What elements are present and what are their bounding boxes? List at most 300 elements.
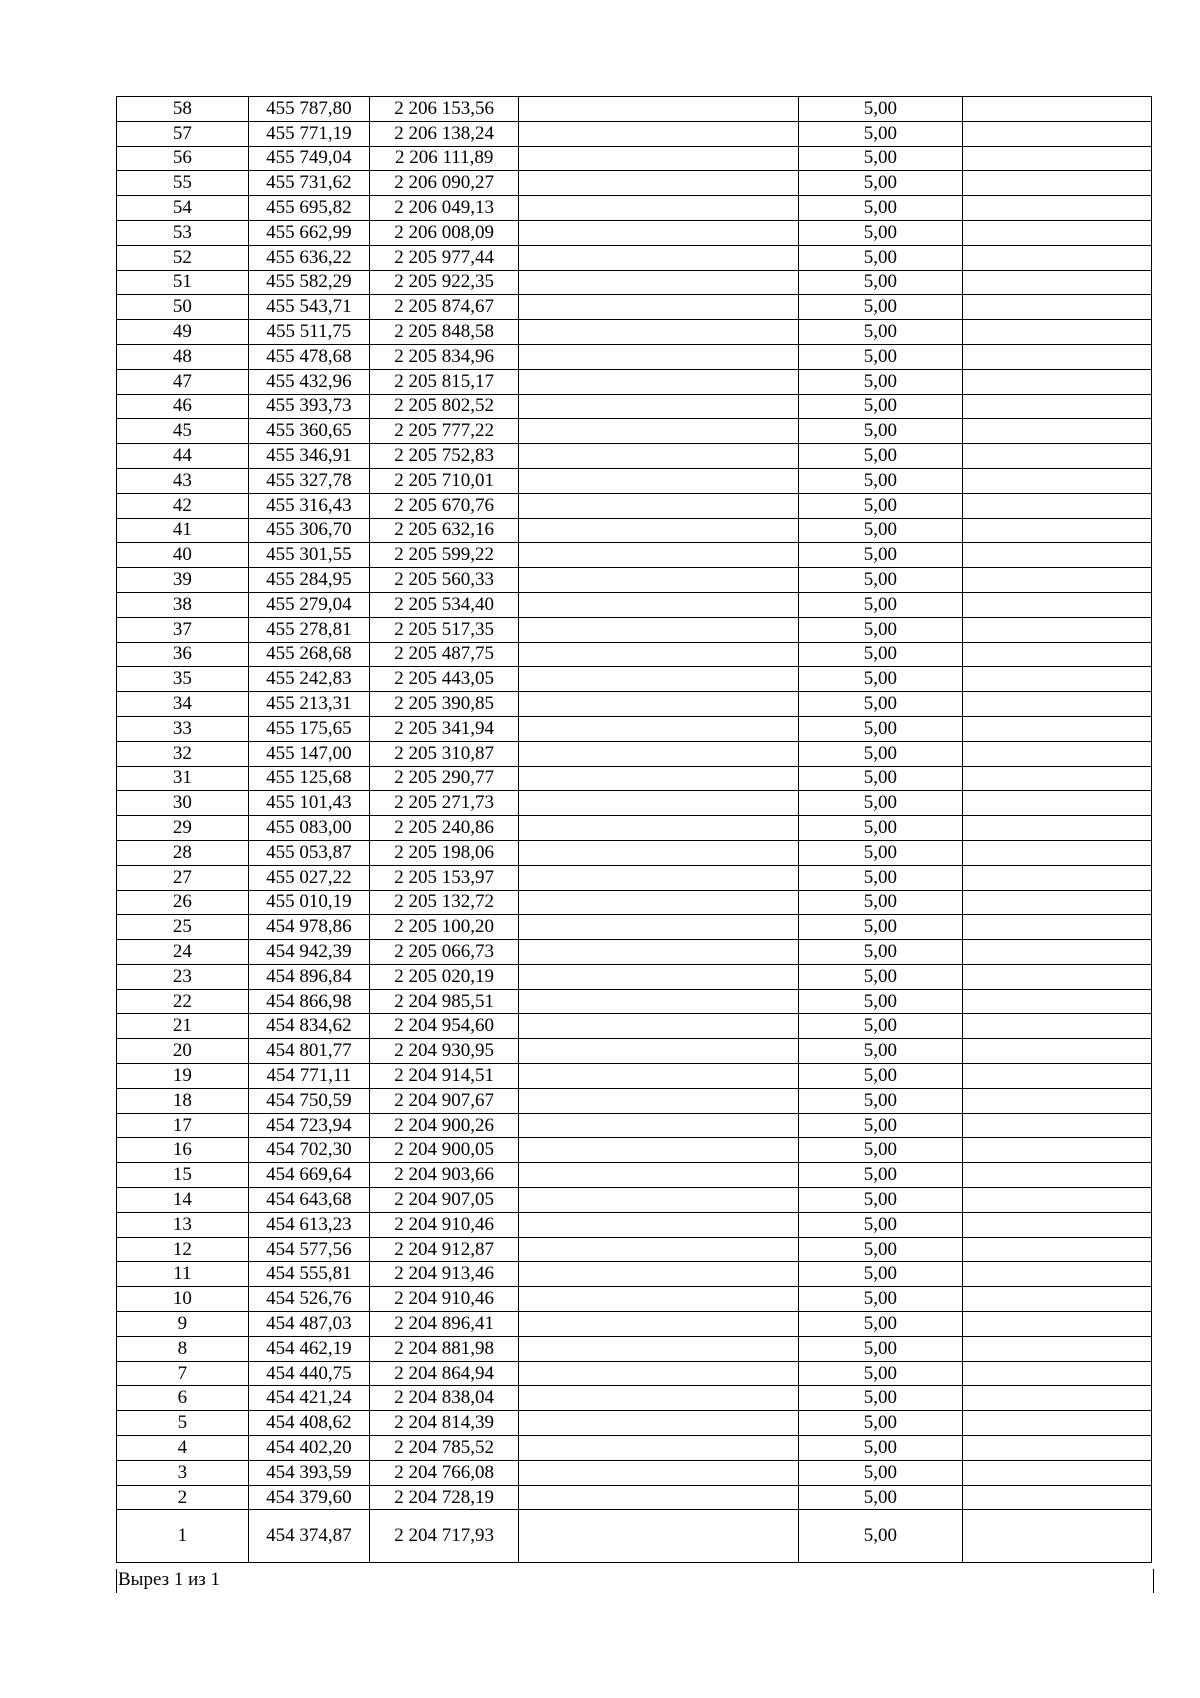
y-coordinate-cell: 2 204 903,66	[370, 1163, 519, 1188]
point-number-cell: 13	[117, 1212, 249, 1237]
table-row	[117, 568, 1152, 593]
empty-cell	[519, 344, 799, 369]
empty-cell	[962, 592, 1151, 617]
empty-cell	[962, 468, 1151, 493]
empty-cell	[519, 617, 799, 642]
value-cell: 5,00	[799, 270, 963, 295]
value-cell: 5,00	[799, 1163, 963, 1188]
x-coordinate-cell: 454 613,23	[248, 1212, 369, 1237]
empty-cell	[519, 171, 799, 196]
y-coordinate-cell: 2 206 049,13	[370, 196, 519, 221]
x-coordinate-cell: 454 702,30	[248, 1138, 369, 1163]
empty-cell	[962, 121, 1151, 146]
point-number-cell: 47	[117, 369, 249, 394]
table-row	[117, 171, 1152, 196]
y-coordinate-cell: 2 204 914,51	[370, 1064, 519, 1089]
table-row	[117, 1262, 1152, 1287]
empty-cell	[962, 840, 1151, 865]
point-number-cell: 39	[117, 568, 249, 593]
empty-cell	[519, 1312, 799, 1337]
value-cell: 5,00	[799, 1088, 963, 1113]
x-coordinate-cell: 454 526,76	[248, 1287, 369, 1312]
point-number-cell: 57	[117, 121, 249, 146]
empty-cell	[519, 667, 799, 692]
coordinate-table-body	[117, 97, 1152, 1563]
table-row	[117, 667, 1152, 692]
table-row	[117, 741, 1152, 766]
point-number-cell: 21	[117, 1014, 249, 1039]
table-row	[117, 468, 1152, 493]
empty-cell	[519, 716, 799, 741]
empty-cell	[519, 1088, 799, 1113]
empty-cell	[962, 667, 1151, 692]
x-coordinate-cell: 454 723,94	[248, 1113, 369, 1138]
table-row	[117, 1485, 1152, 1510]
empty-cell	[519, 444, 799, 469]
empty-cell	[519, 840, 799, 865]
x-coordinate-cell: 454 374,87	[248, 1510, 369, 1563]
y-coordinate-cell: 2 205 599,22	[370, 543, 519, 568]
table-row	[117, 1088, 1152, 1113]
empty-cell	[519, 592, 799, 617]
point-number-cell: 4	[117, 1436, 249, 1461]
empty-cell	[962, 1088, 1151, 1113]
x-coordinate-cell: 454 408,62	[248, 1411, 369, 1436]
value-cell: 5,00	[799, 444, 963, 469]
y-coordinate-cell: 2 204 900,26	[370, 1113, 519, 1138]
x-coordinate-cell: 454 978,86	[248, 915, 369, 940]
point-number-cell: 6	[117, 1386, 249, 1411]
y-coordinate-cell: 2 204 910,46	[370, 1212, 519, 1237]
point-number-cell: 31	[117, 766, 249, 791]
table-row	[117, 964, 1152, 989]
y-coordinate-cell: 2 204 881,98	[370, 1336, 519, 1361]
value-cell: 5,00	[799, 468, 963, 493]
y-coordinate-cell: 2 204 907,05	[370, 1188, 519, 1213]
table-row	[117, 369, 1152, 394]
value-cell: 5,00	[799, 1312, 963, 1337]
value-cell: 5,00	[799, 568, 963, 593]
empty-cell	[962, 196, 1151, 221]
value-cell: 5,00	[799, 692, 963, 717]
value-cell: 5,00	[799, 1064, 963, 1089]
value-cell: 5,00	[799, 1237, 963, 1262]
point-number-cell: 29	[117, 816, 249, 841]
empty-cell	[519, 1113, 799, 1138]
y-coordinate-cell: 2 205 020,19	[370, 964, 519, 989]
empty-cell	[519, 493, 799, 518]
y-coordinate-cell: 2 205 517,35	[370, 617, 519, 642]
y-coordinate-cell: 2 204 985,51	[370, 989, 519, 1014]
empty-cell	[962, 865, 1151, 890]
y-coordinate-cell: 2 205 560,33	[370, 568, 519, 593]
x-coordinate-cell: 455 731,62	[248, 171, 369, 196]
empty-cell	[962, 1510, 1151, 1563]
table-row	[117, 419, 1152, 444]
point-number-cell: 17	[117, 1113, 249, 1138]
value-cell: 5,00	[799, 816, 963, 841]
point-number-cell: 14	[117, 1188, 249, 1213]
x-coordinate-cell: 455 101,43	[248, 791, 369, 816]
y-coordinate-cell: 2 205 534,40	[370, 592, 519, 617]
x-coordinate-cell: 455 278,81	[248, 617, 369, 642]
value-cell: 5,00	[799, 940, 963, 965]
x-coordinate-cell: 455 749,04	[248, 146, 369, 171]
y-coordinate-cell: 2 204 954,60	[370, 1014, 519, 1039]
empty-cell	[519, 1237, 799, 1262]
empty-cell	[962, 1436, 1151, 1461]
x-coordinate-cell: 455 582,29	[248, 270, 369, 295]
empty-cell	[519, 940, 799, 965]
empty-cell	[519, 121, 799, 146]
x-coordinate-cell: 454 555,81	[248, 1262, 369, 1287]
table-row	[117, 1014, 1152, 1039]
empty-cell	[519, 1138, 799, 1163]
value-cell: 5,00	[799, 369, 963, 394]
y-coordinate-cell: 2 204 910,46	[370, 1287, 519, 1312]
point-number-cell: 32	[117, 741, 249, 766]
value-cell: 5,00	[799, 1485, 963, 1510]
empty-cell	[962, 1163, 1151, 1188]
point-number-cell: 8	[117, 1336, 249, 1361]
empty-cell	[519, 543, 799, 568]
value-cell: 5,00	[799, 394, 963, 419]
empty-cell	[519, 1510, 799, 1563]
point-number-cell: 34	[117, 692, 249, 717]
empty-cell	[962, 320, 1151, 345]
empty-cell	[962, 766, 1151, 791]
x-coordinate-cell: 454 643,68	[248, 1188, 369, 1213]
empty-cell	[962, 1361, 1151, 1386]
y-coordinate-cell: 2 205 977,44	[370, 245, 519, 270]
empty-cell	[962, 617, 1151, 642]
value-cell: 5,00	[799, 1386, 963, 1411]
point-number-cell: 25	[117, 915, 249, 940]
x-coordinate-cell: 454 866,98	[248, 989, 369, 1014]
table-row	[117, 1460, 1152, 1485]
value-cell: 5,00	[799, 642, 963, 667]
table-row	[117, 245, 1152, 270]
y-coordinate-cell: 2 205 834,96	[370, 344, 519, 369]
value-cell: 5,00	[799, 1039, 963, 1064]
value-cell: 5,00	[799, 667, 963, 692]
table-row	[117, 1336, 1152, 1361]
point-number-cell: 30	[117, 791, 249, 816]
empty-cell	[962, 1485, 1151, 1510]
value-cell: 5,00	[799, 1188, 963, 1213]
x-coordinate-cell: 455 306,70	[248, 518, 369, 543]
y-coordinate-cell: 2 205 198,06	[370, 840, 519, 865]
empty-cell	[962, 692, 1151, 717]
table-row	[117, 865, 1152, 890]
x-coordinate-cell: 454 896,84	[248, 964, 369, 989]
point-number-cell: 33	[117, 716, 249, 741]
point-number-cell: 26	[117, 890, 249, 915]
y-coordinate-cell: 2 205 100,20	[370, 915, 519, 940]
point-number-cell: 27	[117, 865, 249, 890]
value-cell: 5,00	[799, 518, 963, 543]
x-coordinate-cell: 455 346,91	[248, 444, 369, 469]
value-cell: 5,00	[799, 1113, 963, 1138]
table-row	[117, 617, 1152, 642]
x-coordinate-cell: 454 750,59	[248, 1088, 369, 1113]
footer-label: Вырез 1 из 1	[118, 1569, 221, 1590]
y-coordinate-cell: 2 205 132,72	[370, 890, 519, 915]
table-row	[117, 394, 1152, 419]
table-row	[117, 816, 1152, 841]
value-cell: 5,00	[799, 1436, 963, 1461]
point-number-cell: 16	[117, 1138, 249, 1163]
x-coordinate-cell: 455 695,82	[248, 196, 369, 221]
x-coordinate-cell: 455 083,00	[248, 816, 369, 841]
point-number-cell: 50	[117, 295, 249, 320]
value-cell: 5,00	[799, 245, 963, 270]
empty-cell	[519, 1212, 799, 1237]
value-cell: 5,00	[799, 865, 963, 890]
x-coordinate-cell: 454 669,64	[248, 1163, 369, 1188]
empty-cell	[519, 1411, 799, 1436]
y-coordinate-cell: 2 204 907,67	[370, 1088, 519, 1113]
y-coordinate-cell: 2 205 153,97	[370, 865, 519, 890]
table-row	[117, 444, 1152, 469]
empty-cell	[962, 964, 1151, 989]
x-coordinate-cell: 455 316,43	[248, 493, 369, 518]
x-coordinate-cell: 455 213,31	[248, 692, 369, 717]
table-row	[117, 1436, 1152, 1461]
empty-cell	[519, 245, 799, 270]
point-number-cell: 40	[117, 543, 249, 568]
y-coordinate-cell: 2 204 717,93	[370, 1510, 519, 1563]
empty-cell	[962, 716, 1151, 741]
point-number-cell: 20	[117, 1039, 249, 1064]
table-row	[117, 121, 1152, 146]
y-coordinate-cell: 2 205 874,67	[370, 295, 519, 320]
table-row	[117, 1138, 1152, 1163]
value-cell: 5,00	[799, 741, 963, 766]
empty-cell	[962, 1287, 1151, 1312]
empty-cell	[962, 1411, 1151, 1436]
y-coordinate-cell: 2 204 814,39	[370, 1411, 519, 1436]
y-coordinate-cell: 2 205 802,52	[370, 394, 519, 419]
empty-cell	[519, 146, 799, 171]
x-coordinate-cell: 455 301,55	[248, 543, 369, 568]
point-number-cell: 43	[117, 468, 249, 493]
table-row	[117, 1312, 1152, 1337]
point-number-cell: 10	[117, 1287, 249, 1312]
empty-cell	[519, 1163, 799, 1188]
empty-cell	[962, 1014, 1151, 1039]
table-row	[117, 1361, 1152, 1386]
value-cell: 5,00	[799, 1262, 963, 1287]
x-coordinate-cell: 455 125,68	[248, 766, 369, 791]
table-row	[117, 940, 1152, 965]
empty-cell	[962, 568, 1151, 593]
point-number-cell: 7	[117, 1361, 249, 1386]
empty-cell	[962, 444, 1151, 469]
empty-cell	[519, 1485, 799, 1510]
y-coordinate-cell: 2 205 310,87	[370, 741, 519, 766]
y-coordinate-cell: 2 204 785,52	[370, 1436, 519, 1461]
point-number-cell: 42	[117, 493, 249, 518]
point-number-cell: 46	[117, 394, 249, 419]
empty-cell	[962, 1188, 1151, 1213]
table-row	[117, 692, 1152, 717]
empty-cell	[519, 369, 799, 394]
empty-cell	[519, 816, 799, 841]
x-coordinate-cell: 455 175,65	[248, 716, 369, 741]
x-coordinate-cell: 455 147,00	[248, 741, 369, 766]
value-cell: 5,00	[799, 890, 963, 915]
table-row	[117, 220, 1152, 245]
x-coordinate-cell: 454 771,11	[248, 1064, 369, 1089]
empty-cell	[962, 642, 1151, 667]
empty-cell	[962, 1336, 1151, 1361]
table-row	[117, 270, 1152, 295]
y-coordinate-cell: 2 205 848,58	[370, 320, 519, 345]
empty-cell	[519, 1188, 799, 1213]
value-cell: 5,00	[799, 1361, 963, 1386]
table-row	[117, 1113, 1152, 1138]
y-coordinate-cell: 2 204 838,04	[370, 1386, 519, 1411]
value-cell: 5,00	[799, 196, 963, 221]
empty-cell	[519, 1386, 799, 1411]
point-number-cell: 24	[117, 940, 249, 965]
x-coordinate-cell: 455 478,68	[248, 344, 369, 369]
table-row	[117, 196, 1152, 221]
y-coordinate-cell: 2 205 240,86	[370, 816, 519, 841]
empty-cell	[962, 97, 1151, 122]
value-cell: 5,00	[799, 493, 963, 518]
y-coordinate-cell: 2 205 066,73	[370, 940, 519, 965]
point-number-cell: 37	[117, 617, 249, 642]
y-coordinate-cell: 2 204 930,95	[370, 1039, 519, 1064]
point-number-cell: 41	[117, 518, 249, 543]
y-coordinate-cell: 2 204 766,08	[370, 1460, 519, 1485]
x-coordinate-cell: 455 279,04	[248, 592, 369, 617]
point-number-cell: 52	[117, 245, 249, 270]
y-coordinate-cell: 2 205 443,05	[370, 667, 519, 692]
table-row	[117, 915, 1152, 940]
y-coordinate-cell: 2 206 153,56	[370, 97, 519, 122]
empty-cell	[962, 1237, 1151, 1262]
x-coordinate-cell: 455 511,75	[248, 320, 369, 345]
empty-cell	[519, 989, 799, 1014]
x-coordinate-cell: 454 421,24	[248, 1386, 369, 1411]
y-coordinate-cell: 2 205 341,94	[370, 716, 519, 741]
empty-cell	[962, 940, 1151, 965]
empty-cell	[962, 369, 1151, 394]
empty-cell	[962, 245, 1151, 270]
y-coordinate-cell: 2 204 864,94	[370, 1361, 519, 1386]
y-coordinate-cell: 2 205 487,75	[370, 642, 519, 667]
y-coordinate-cell: 2 206 090,27	[370, 171, 519, 196]
x-coordinate-cell: 455 053,87	[248, 840, 369, 865]
page-footer	[116, 1569, 1154, 1593]
x-coordinate-cell: 454 402,20	[248, 1436, 369, 1461]
empty-cell	[519, 97, 799, 122]
x-coordinate-cell: 455 360,65	[248, 419, 369, 444]
empty-cell	[962, 816, 1151, 841]
x-coordinate-cell: 454 440,75	[248, 1361, 369, 1386]
empty-cell	[962, 989, 1151, 1014]
point-number-cell: 23	[117, 964, 249, 989]
table-row	[117, 1411, 1152, 1436]
empty-cell	[519, 865, 799, 890]
empty-cell	[519, 1039, 799, 1064]
empty-cell	[519, 1361, 799, 1386]
empty-cell	[519, 220, 799, 245]
empty-cell	[962, 1212, 1151, 1237]
value-cell: 5,00	[799, 592, 963, 617]
empty-cell	[962, 394, 1151, 419]
value-cell: 5,00	[799, 1411, 963, 1436]
value-cell: 5,00	[799, 716, 963, 741]
value-cell: 5,00	[799, 543, 963, 568]
y-coordinate-cell: 2 205 290,77	[370, 766, 519, 791]
x-coordinate-cell: 454 487,03	[248, 1312, 369, 1337]
empty-cell	[519, 741, 799, 766]
x-coordinate-cell: 454 462,19	[248, 1336, 369, 1361]
value-cell: 5,00	[799, 220, 963, 245]
empty-cell	[519, 642, 799, 667]
point-number-cell: 53	[117, 220, 249, 245]
table-row	[117, 1386, 1152, 1411]
table-row	[117, 766, 1152, 791]
point-number-cell: 36	[117, 642, 249, 667]
empty-cell	[519, 1064, 799, 1089]
x-coordinate-cell: 455 242,83	[248, 667, 369, 692]
table-row	[117, 1188, 1152, 1213]
value-cell: 5,00	[799, 344, 963, 369]
point-number-cell: 5	[117, 1411, 249, 1436]
value-cell: 5,00	[799, 146, 963, 171]
empty-cell	[962, 270, 1151, 295]
empty-cell	[519, 468, 799, 493]
table-row	[117, 320, 1152, 345]
table-row	[117, 592, 1152, 617]
point-number-cell: 56	[117, 146, 249, 171]
x-coordinate-cell: 455 432,96	[248, 369, 369, 394]
y-coordinate-cell: 2 206 008,09	[370, 220, 519, 245]
point-number-cell: 45	[117, 419, 249, 444]
point-number-cell: 22	[117, 989, 249, 1014]
empty-cell	[519, 1336, 799, 1361]
empty-cell	[519, 518, 799, 543]
table-row	[117, 1039, 1152, 1064]
value-cell: 5,00	[799, 1336, 963, 1361]
point-number-cell: 19	[117, 1064, 249, 1089]
x-coordinate-cell: 454 834,62	[248, 1014, 369, 1039]
y-coordinate-cell: 2 205 922,35	[370, 270, 519, 295]
point-number-cell: 1	[117, 1510, 249, 1563]
y-coordinate-cell: 2 205 390,85	[370, 692, 519, 717]
table-row	[117, 642, 1152, 667]
point-number-cell: 49	[117, 320, 249, 345]
value-cell: 5,00	[799, 1138, 963, 1163]
y-coordinate-cell: 2 204 913,46	[370, 1262, 519, 1287]
table-row	[117, 518, 1152, 543]
empty-cell	[962, 493, 1151, 518]
empty-cell	[519, 890, 799, 915]
coordinate-table	[116, 96, 1152, 1563]
empty-cell	[962, 1064, 1151, 1089]
y-coordinate-cell: 2 205 670,76	[370, 493, 519, 518]
point-number-cell: 28	[117, 840, 249, 865]
point-number-cell: 58	[117, 97, 249, 122]
empty-cell	[962, 543, 1151, 568]
value-cell: 5,00	[799, 617, 963, 642]
table-row	[117, 97, 1152, 122]
